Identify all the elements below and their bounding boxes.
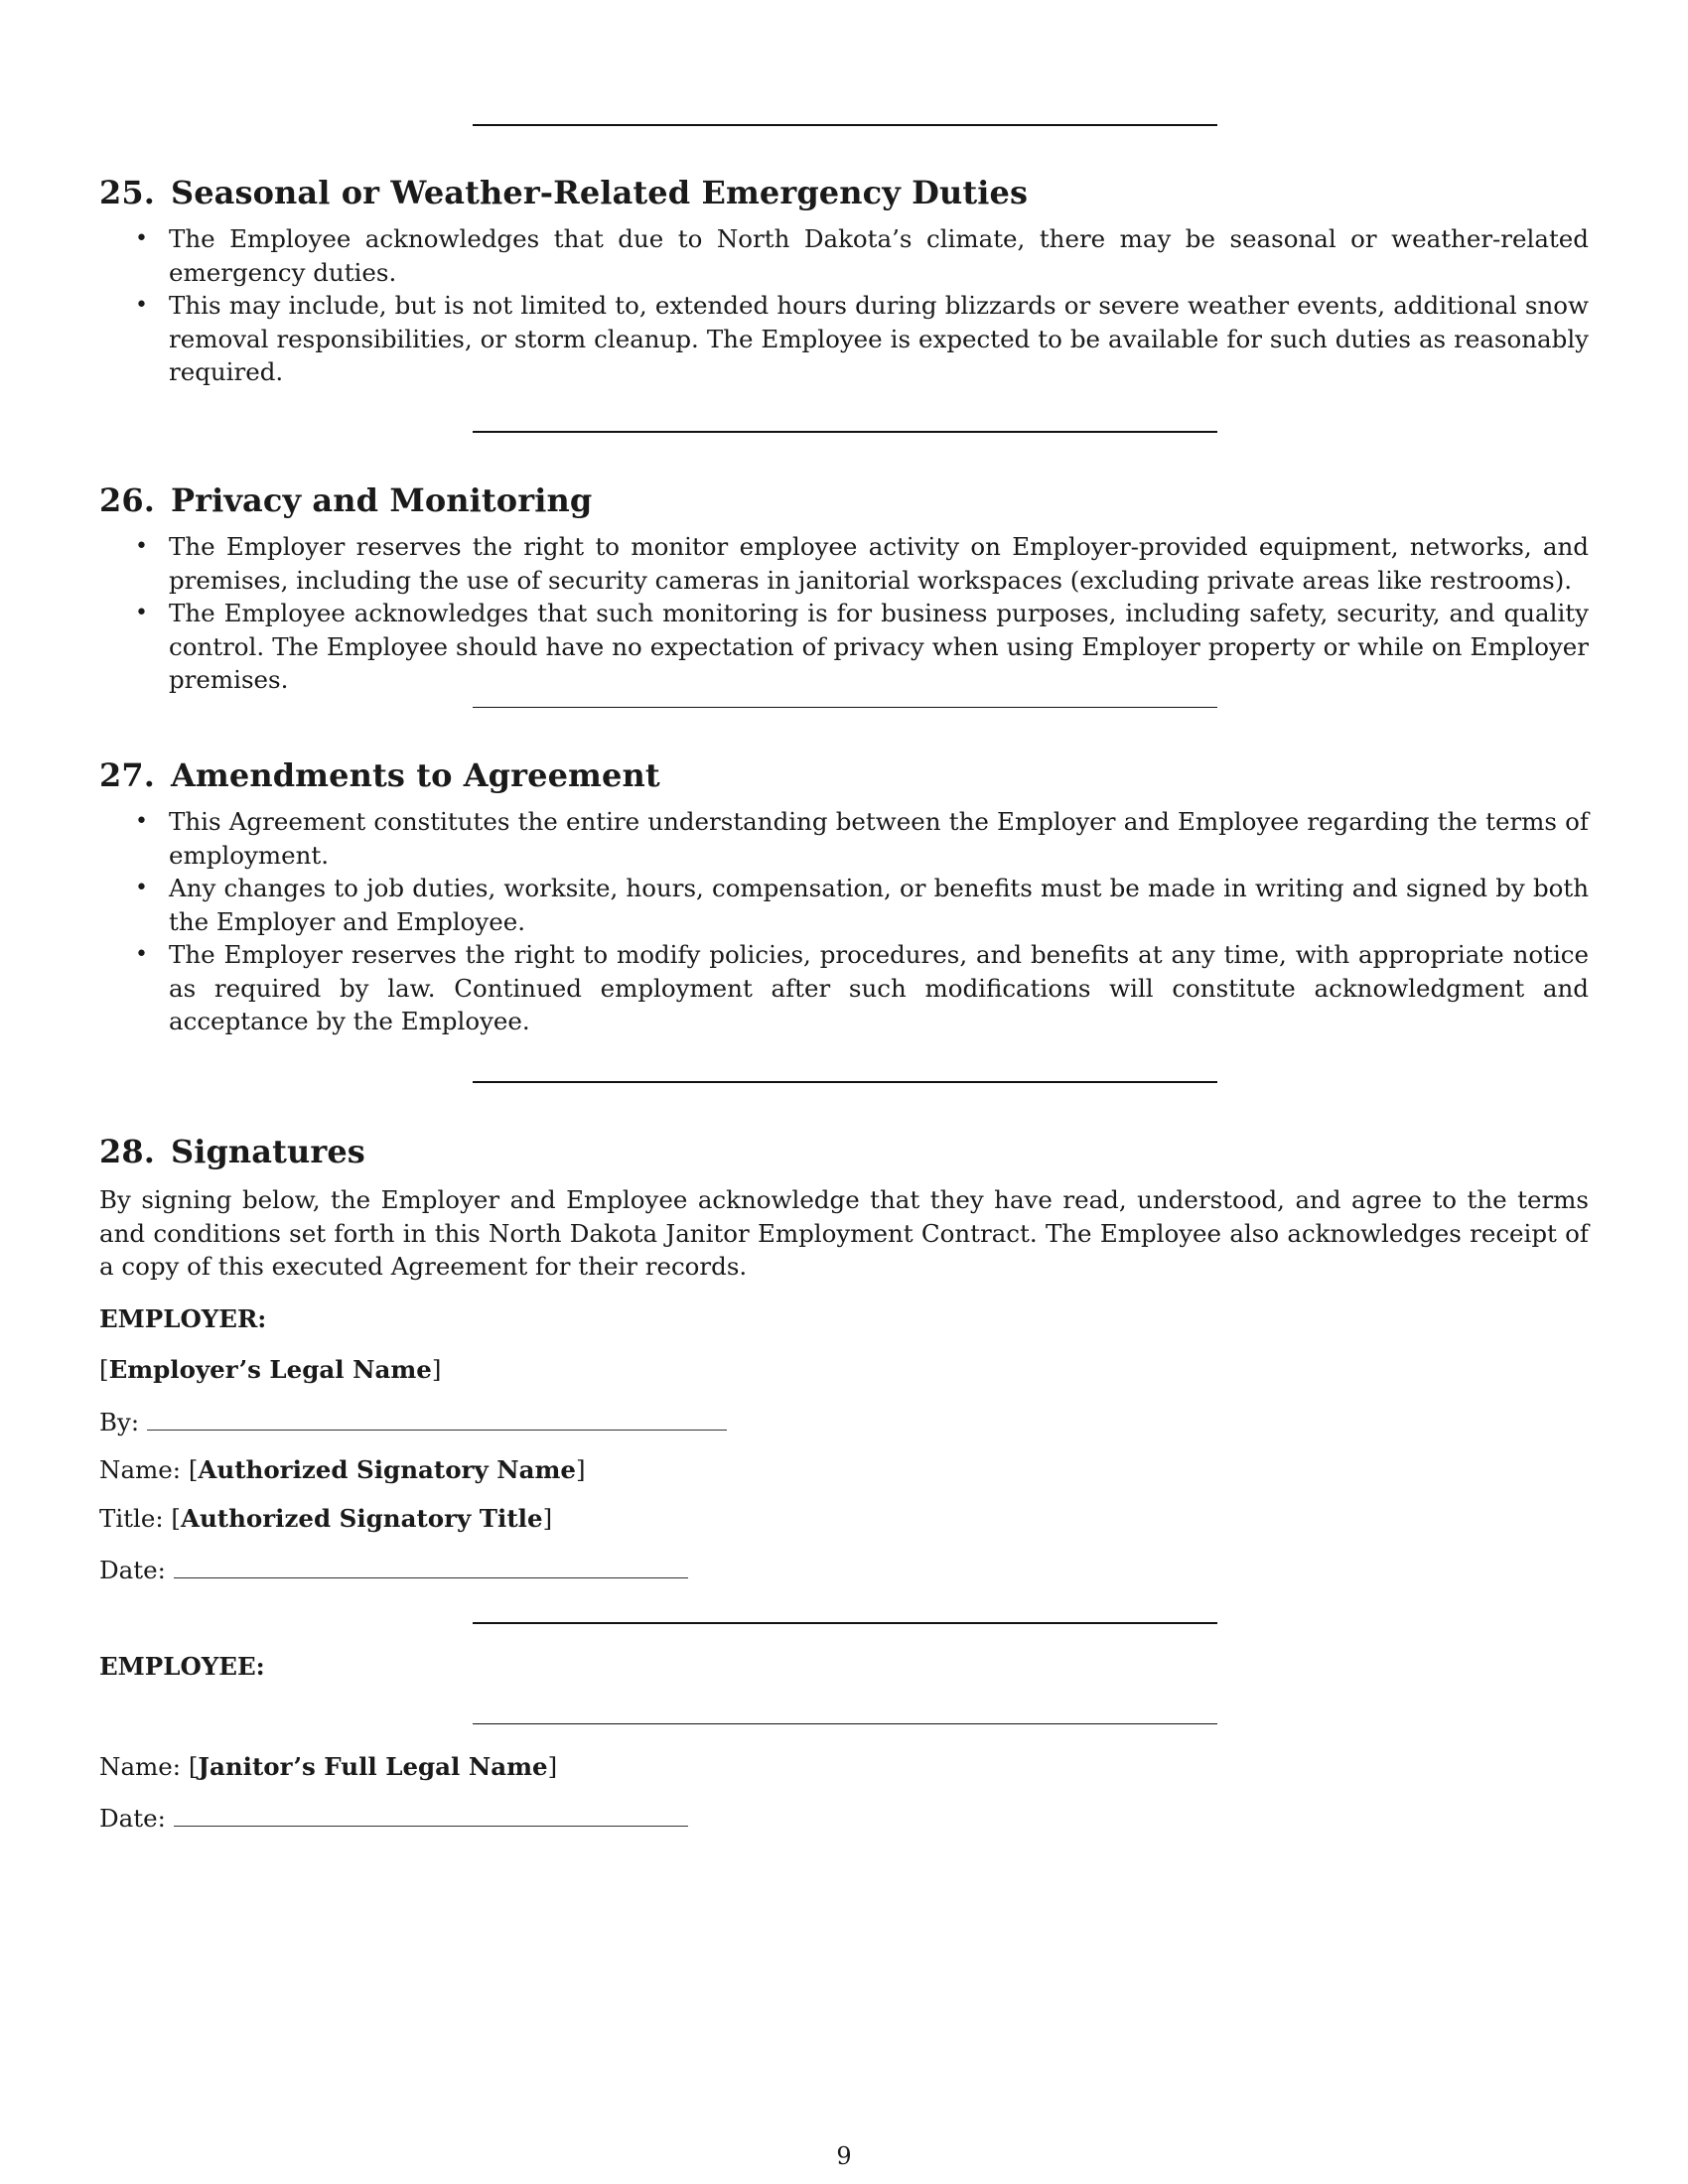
section-divider [473,1081,1217,1083]
list-item: • The Employer reserves the right to monitor employee activity on Employer-provided equipment, networks, and premises, including the use of security cameras in janitorial workspaces (excluding private areas like restrooms). [99,530,1589,597]
employer-date-field[interactable] [174,1552,688,1578]
section-heading [99,173,1589,212]
employer-name-line [99,1453,586,1487]
list-item: • The Employer reserves the right to modify policies, procedures, and benefits at any time, with appropriate notice as required by law. Continued employment after such modifications will constitute acknowledgment and acceptance by the Employee. [99,938,1589,1038]
employer-legal-name-placeholder: Employer’s Legal Name [108,1355,432,1384]
section-heading [99,755,1589,795]
date-label: Date: [99,1804,166,1833]
employee-full-name: Janitor’s Full Legal Name [198,1752,548,1781]
bullet-list [99,530,1589,697]
name-label: Name: [99,1752,182,1781]
employer-date-line [99,1552,688,1587]
bracket-open: [ [188,1752,199,1781]
employer-legal-name [99,1353,441,1387]
employee-signature-line[interactable] [473,1723,1217,1724]
page-number: 9 [836,2142,852,2170]
section-divider [473,124,1217,126]
title-label: Title: [99,1504,164,1533]
section-number: 26. [99,481,155,519]
list-item: • This may include, but is not limited to, extended hours during blizzards or severe weather events, additional snow removal responsibilities, or storm cleanup. The Employee is expected to be available for such duties as reasonably required. [99,289,1589,389]
employer-signatory-title: Authorized Signatory Title [180,1504,543,1533]
employer-by-line [99,1404,727,1439]
list-item: • The Employee acknowledges that such monitoring is for business purposes, including safety, security, and quality control. The Employee should have no expectation of privacy when using Employer property or while on Employer premises. [99,597,1589,697]
section-title: Seasonal or Weather-Related Emergency Duties [170,174,1029,211]
section-25 [99,173,1589,389]
signature-intro-paragraph: By signing below, the Employer and Employee acknowledge that they have read, understood, and agree to the terms and conditions set forth in this North Dakota Janitor Employment Contract. The Employee also acknowledges receipt of a copy of this executed Agreement for their records. [99,1185,1589,1281]
employee-name-line [99,1750,557,1784]
bracket-close: ] [542,1504,553,1533]
employee-heading: EMPLOYEE: [99,1652,265,1681]
bracket-close: ] [547,1752,558,1781]
employer-signatory-name: Authorized Signatory Name [198,1455,576,1484]
section-title: Privacy and Monitoring [170,481,593,519]
section-27 [99,755,1589,1038]
employer-heading: EMPLOYER: [99,1304,267,1333]
list-item: • Any changes to job duties, worksite, hours, compensation, or benefits must be made in writing and signed by both the Employer and Employee. [99,872,1589,938]
section-heading [99,480,1589,520]
employee-date-field[interactable] [174,1800,688,1827]
section-divider [473,431,1217,433]
bullet-list [99,222,1589,389]
employer-title-line [99,1502,552,1536]
section-heading [99,1132,1589,1171]
bracket-open: [ [99,1355,109,1384]
employee-date-line [99,1800,688,1836]
section-title: Amendments to Agreement [170,756,660,794]
section-number: 28. [99,1133,155,1170]
section-26 [99,480,1589,697]
bracket-close: ] [431,1355,442,1384]
bracket-open: [ [171,1504,181,1533]
section-28 [99,1132,1589,1284]
bracket-close: ] [576,1455,586,1484]
date-label: Date: [99,1556,166,1584]
section-title: Signatures [170,1133,365,1170]
bullet-list [99,805,1589,1038]
section-divider [473,1622,1217,1624]
bracket-open: [ [188,1455,199,1484]
section-divider [473,707,1217,708]
list-item: • The Employee acknowledges that due to North Dakota’s climate, there may be seasonal or weather-related emergency duties. [99,222,1589,289]
list-item: • This Agreement constitutes the entire understanding between the Employer and Employee regarding the terms of employment. [99,805,1589,872]
by-label: By: [99,1408,140,1436]
section-number: 25. [99,174,155,211]
section-number: 27. [99,756,155,794]
employer-signature-line[interactable] [147,1404,727,1431]
name-label: Name: [99,1455,182,1484]
